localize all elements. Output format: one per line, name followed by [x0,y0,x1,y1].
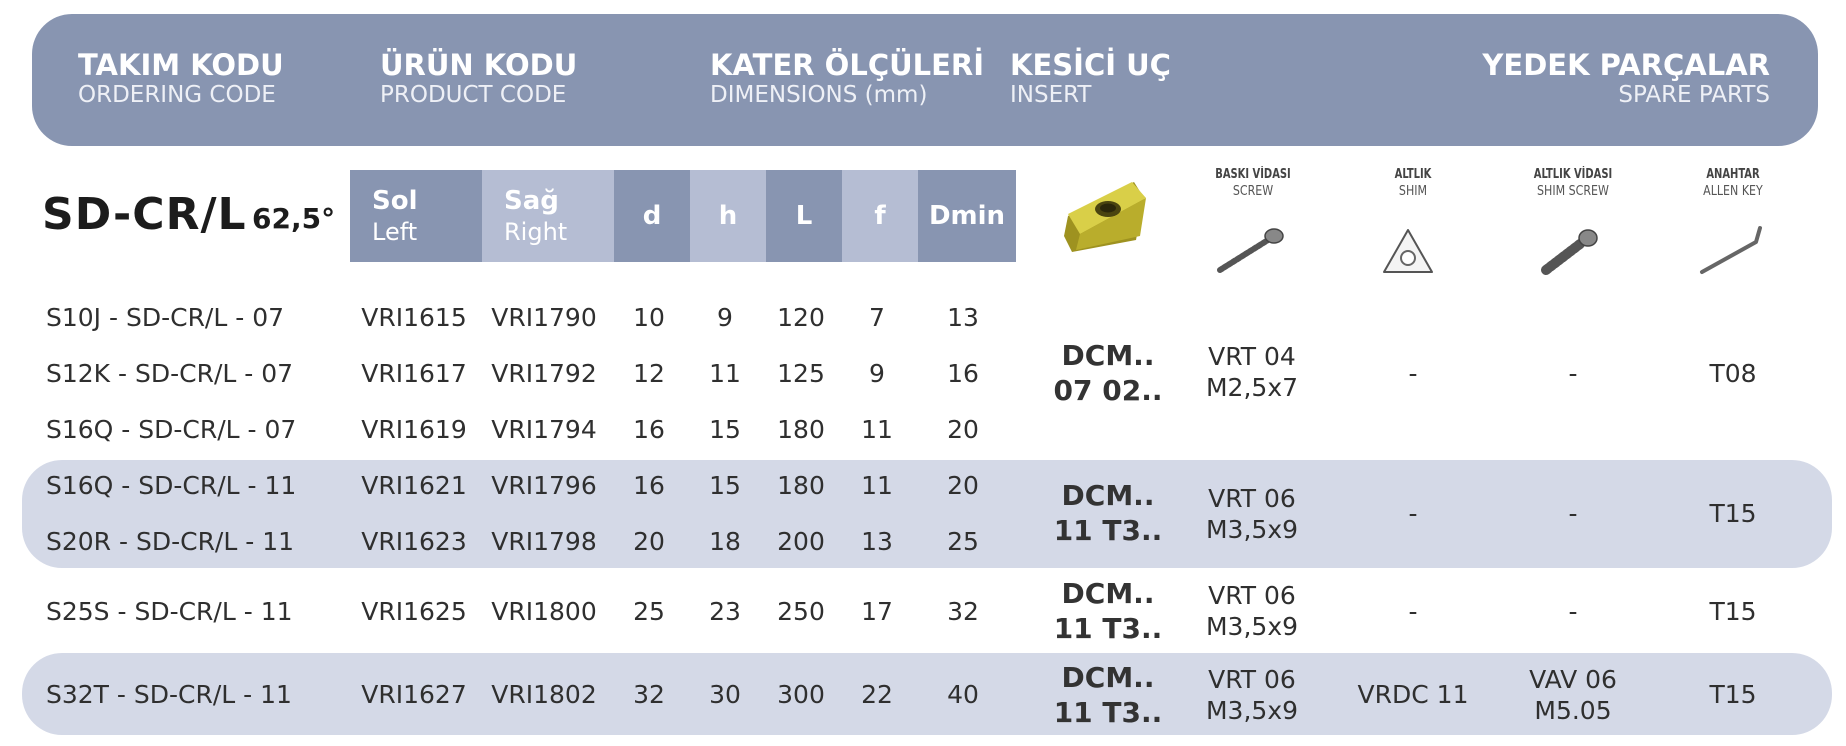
insert-image [1060,176,1156,260]
row-L: 180 [777,415,825,444]
spare-shim-screw-header [1498,166,1648,200]
shim-code: - [1408,359,1418,388]
shim-screw-code [1493,664,1653,726]
row-L: 200 [777,527,825,556]
header-product-code [380,49,577,109]
row-ordering-code: S16Q - SD-CR/L - 07 [46,415,297,444]
row-h: 9 [717,303,733,332]
screw-code [1172,341,1332,403]
row-ordering-code: S25S - SD-CR/L - 11 [46,597,293,626]
row-L: 300 [777,680,825,709]
row-f: 11 [861,415,893,444]
screw-code-line1: VRT 06 [1208,665,1296,694]
insert-code [1028,660,1188,730]
row-h: 15 [709,415,741,444]
spare-shim-tr: ALTLIK [1394,167,1432,182]
col-sag [482,170,614,262]
series-angle: 62,5° [252,202,336,235]
row-ordering-code: S12K - SD-CR/L - 07 [46,359,294,388]
insert-code-line1: DCM.. [1061,339,1155,372]
spare-shim-header [1338,166,1488,200]
header-dimensions-en: DIMENSIONS (mm) [710,82,928,108]
insert-code-line2: 07 02.. [1053,374,1163,407]
row-dmin: 16 [947,359,979,388]
row-ordering-code: S16Q - SD-CR/L - 11 [46,471,297,500]
row-L: 125 [777,359,825,388]
row-h: 23 [709,597,741,626]
header-insert [1010,49,1171,109]
screw-code-line2: M2,5x7 [1205,373,1299,402]
spare-shim-screw-en: SHIM SCREW [1537,184,1609,199]
allen-key-code: T15 [1709,680,1757,709]
spare-key-en: ALLEN KEY [1703,184,1763,199]
row-dmin: 20 [947,415,979,444]
row-f: 7 [869,303,885,332]
col-h-label: h [718,201,738,231]
col-d [614,170,690,262]
header-ordering-tr: TAKIM KODU [78,48,284,82]
header-ordering-code [78,49,284,109]
header-insert-tr: KESİCİ UÇ [1010,48,1171,82]
col-f-label: f [874,201,886,231]
col-L [766,170,842,262]
row-sol-code: VRI1621 [361,471,467,500]
row-sag-code: VRI1800 [491,597,597,626]
spare-screw-tr: BASKI VİDASI [1215,167,1291,182]
row-h: 11 [709,359,741,388]
row-sag-code: VRI1790 [491,303,597,332]
header-spare-en: SPARE PARTS [1618,82,1770,108]
header-spare-tr: YEDEK PARÇALAR [1482,48,1770,82]
shim-screw-code: - [1568,597,1578,626]
row-sol-code: VRI1615 [361,303,467,332]
row-L: 250 [777,597,825,626]
insert-code [1028,338,1188,408]
shim-screw-code-line2: M5.05 [1534,696,1612,725]
shim-screw-icon [1536,224,1606,280]
col-h [690,170,766,262]
allen-key-icon [1696,222,1770,280]
row-f: 9 [869,359,885,388]
screw-icon [1212,222,1288,278]
screw-code-line1: VRT 04 [1208,342,1296,371]
insert-code-line1: DCM.. [1061,479,1155,512]
insert-code [1028,478,1188,548]
spare-key-tr: ANAHTAR [1706,167,1760,182]
spare-screw-en: SCREW [1232,184,1274,199]
screw-code-line2: M3,5x9 [1205,612,1299,641]
header-dimensions-tr: KATER ÖLÇÜLERİ [710,48,985,82]
screw-code-line2: M3,5x9 [1205,515,1299,544]
header-band [32,14,1818,146]
spare-screw-header [1178,166,1328,200]
allen-key-code: T15 [1709,499,1757,528]
shim-code: VRDC 11 [1357,680,1469,709]
row-ordering-code: S20R - SD-CR/L - 11 [46,527,295,556]
row-ordering-code: S10J - SD-CR/L - 07 [46,303,285,332]
col-sol-tr: Sol [372,186,418,216]
col-sol-en: Left [372,218,418,246]
row-dmin: 40 [947,680,979,709]
row-d: 16 [633,415,665,444]
row-L: 120 [777,303,825,332]
row-f: 11 [861,471,893,500]
col-sag-tr: Sağ [504,186,559,216]
row-d: 12 [633,359,665,388]
col-sol [350,170,482,262]
header-product-tr: ÜRÜN KODU [380,48,578,82]
insert-code-line2: 11 T3.. [1053,696,1163,729]
screw-code-line1: VRT 06 [1208,484,1296,513]
row-sol-code: VRI1623 [361,527,467,556]
row-d: 10 [633,303,665,332]
row-dmin: 25 [947,527,979,556]
col-dmin [918,170,1016,262]
row-h: 15 [709,471,741,500]
header-dimensions [710,49,984,109]
col-sag-en: Right [504,218,568,246]
screw-code [1172,664,1332,726]
header-insert-en: INSERT [1010,82,1092,108]
row-h: 30 [709,680,741,709]
header-ordering-en: ORDERING CODE [78,82,276,108]
row-h: 18 [709,527,741,556]
col-f [842,170,918,262]
shim-icon [1378,224,1438,280]
row-dmin: 20 [947,471,979,500]
row-sag-code: VRI1792 [491,359,597,388]
row-f: 17 [861,597,893,626]
allen-key-code: T08 [1709,359,1757,388]
shim-code: - [1408,597,1418,626]
row-f: 13 [861,527,893,556]
spare-shim-en: SHIM [1398,184,1428,199]
header-product-en: PRODUCT CODE [380,82,567,108]
spare-shim-screw-tr: ALTLIK VİDASI [1533,167,1613,182]
row-L: 180 [777,471,825,500]
shim-screw-code: - [1568,359,1578,388]
shim-screw-code: - [1568,499,1578,528]
insert-code-line1: DCM.. [1061,577,1155,610]
row-sag-code: VRI1802 [491,680,597,709]
row-sol-code: VRI1627 [361,680,467,709]
col-L-label: L [795,201,813,231]
screw-code [1172,580,1332,642]
row-ordering-code: S32T - SD-CR/L - 11 [46,680,292,709]
col-dmin-label: Dmin [928,201,1006,231]
row-sol-code: VRI1617 [361,359,467,388]
row-d: 32 [633,680,665,709]
row-d: 16 [633,471,665,500]
screw-code-line1: VRT 06 [1208,581,1296,610]
row-d: 25 [633,597,665,626]
col-d-label: d [642,201,662,231]
allen-key-code: T15 [1709,597,1757,626]
shim-code: - [1408,499,1418,528]
spare-key-header [1658,166,1808,200]
series-title: SD-CR/L [42,189,247,240]
header-spare-parts [1482,49,1770,109]
row-sag-code: VRI1796 [491,471,597,500]
row-dmin: 32 [947,597,979,626]
row-sag-code: VRI1794 [491,415,597,444]
screw-code [1172,483,1332,545]
insert-code-line2: 11 T3.. [1053,514,1163,547]
row-f: 22 [861,680,893,709]
shim-screw-code-line1: VAV 06 [1529,665,1617,694]
insert-code-line2: 11 T3.. [1053,612,1163,645]
screw-code-line2: M3,5x9 [1205,696,1299,725]
row-sag-code: VRI1798 [491,527,597,556]
insert-code-line1: DCM.. [1061,661,1155,694]
row-sol-code: VRI1619 [361,415,467,444]
insert-code [1028,576,1188,646]
row-d: 20 [633,527,665,556]
row-dmin: 13 [947,303,979,332]
row-sol-code: VRI1625 [361,597,467,626]
